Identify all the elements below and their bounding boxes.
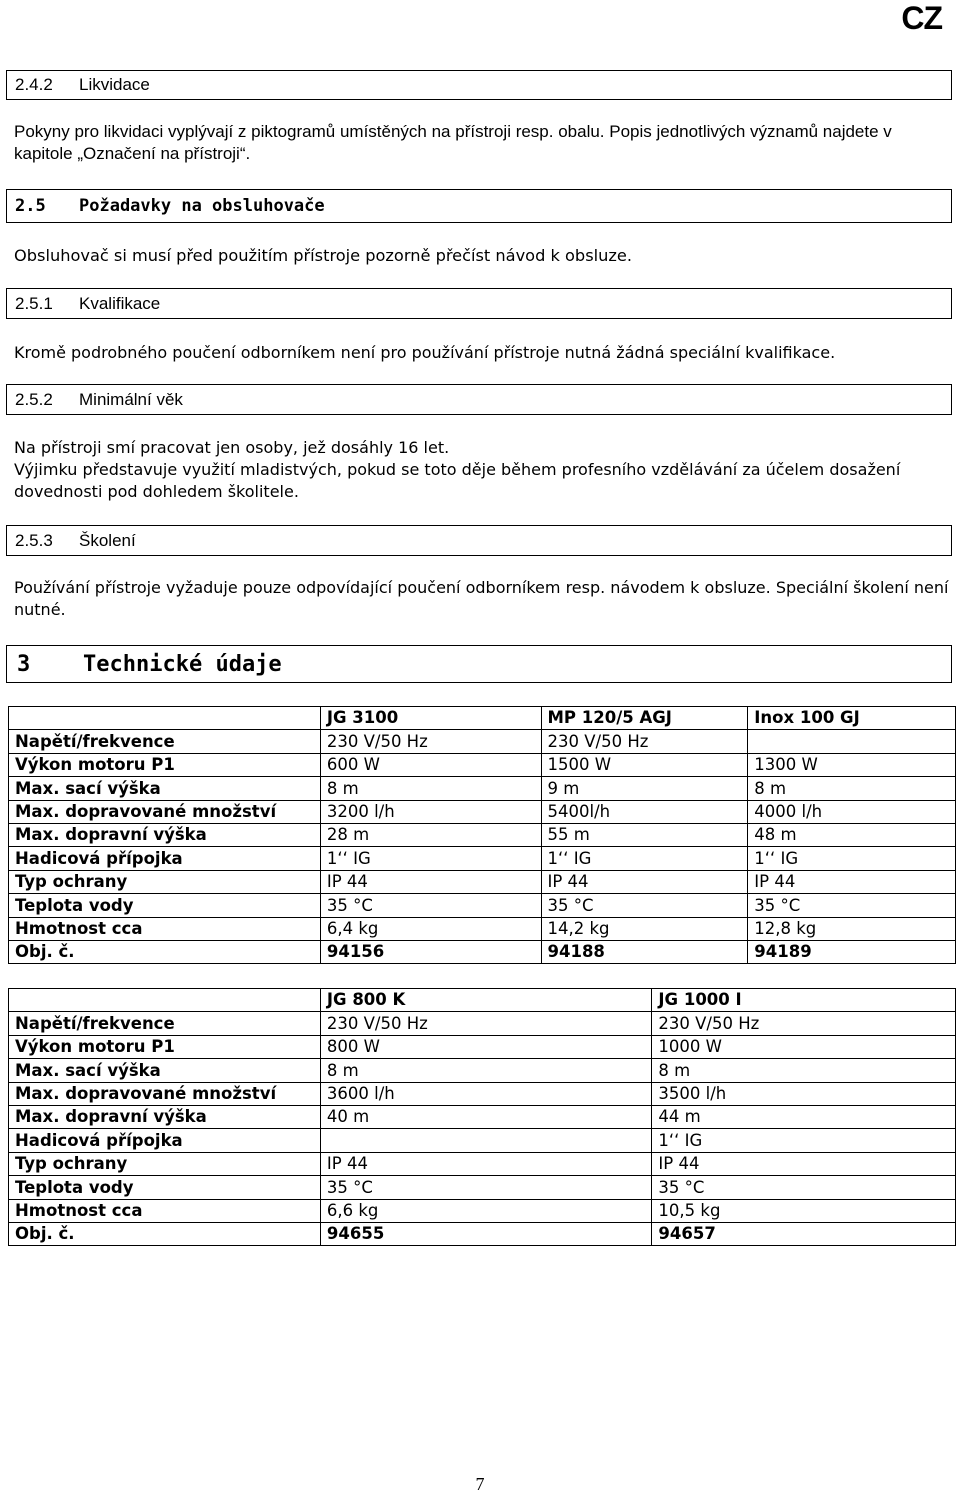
section-heading-2-5-3 <box>6 525 952 556</box>
row-label: Napětí/frekvence <box>9 1012 321 1035</box>
table-cell: 1‘‘ IG <box>541 847 748 870</box>
table-row <box>9 1059 956 1082</box>
row-label: Teplota vody <box>9 1176 321 1199</box>
table-cell <box>320 1129 652 1152</box>
table-cell: 1300 W <box>748 753 956 776</box>
table-cell: IP 44 <box>320 1152 652 1175</box>
spec-table-1 <box>8 706 956 964</box>
qualification-paragraph: Kromě podrobného poučení odborníkem není pro používání přístroje nutná žádná speciální kvalifikace. <box>14 343 836 362</box>
table-cell: 94188 <box>541 940 748 963</box>
section-title: Požadavky na obsluhovače <box>79 196 325 216</box>
header-cell: JG 1000 I <box>652 989 956 1012</box>
table-cell: 600 W <box>320 753 541 776</box>
row-label: Max. dopravované množství <box>9 1082 321 1105</box>
section-title: Školení <box>79 530 136 550</box>
table-cell: 28 m <box>320 823 541 846</box>
table-header-row <box>9 707 956 730</box>
table-cell: 1‘‘ IG <box>748 847 956 870</box>
table-cell: 8 m <box>320 1059 652 1082</box>
table-cell: 6,6 kg <box>320 1199 652 1222</box>
table-cell: 94655 <box>320 1222 652 1245</box>
table-cell: 3600 l/h <box>320 1082 652 1105</box>
row-label: Výkon motoru P1 <box>9 1035 321 1058</box>
row-label: Hmotnost cca <box>9 917 321 940</box>
table-cell: 800 W <box>320 1035 652 1058</box>
min-age-exception-paragraph: Výjimku představuje využití mladistvých, pokud se toto děje během profesního vzdělávání za účelem dosažení dovednosti pod dohledem školitele. <box>14 460 901 501</box>
table-row <box>9 1176 956 1199</box>
table-cell: IP 44 <box>748 870 956 893</box>
row-label: Typ ochrany <box>9 870 321 893</box>
header-cell <box>9 989 321 1012</box>
section-title: Kvalifikace <box>79 293 161 313</box>
section-heading-2-4-2 <box>6 70 952 100</box>
table-cell: 8 m <box>320 777 541 800</box>
language-code: CZ <box>901 0 942 36</box>
header-cell: Inox 100 GJ <box>748 707 956 730</box>
section-number: 3 <box>17 651 31 677</box>
table-cell: IP 44 <box>320 870 541 893</box>
table-cell: IP 44 <box>652 1152 956 1175</box>
table-row <box>9 940 956 963</box>
section-heading-2-5-2 <box>6 384 952 415</box>
table-cell: 1‘‘ IG <box>320 847 541 870</box>
table-cell: 94156 <box>320 940 541 963</box>
table-row <box>9 1222 956 1245</box>
table-row <box>9 777 956 800</box>
table-cell: 230 V/50 Hz <box>320 730 541 753</box>
table-cell: 1500 W <box>541 753 748 776</box>
row-label: Výkon motoru P1 <box>9 753 321 776</box>
table-cell: 14,2 kg <box>541 917 748 940</box>
row-label: Hadicová přípojka <box>9 847 321 870</box>
disposal-paragraph: Pokyny pro likvidaci vyplývají z piktogramů umístěných na přístroji resp. obalu. Popis jednotlivých významů najdete v kapitole „Označení na přístroji“. <box>14 122 892 163</box>
table-cell: 55 m <box>541 823 748 846</box>
row-label: Max. dopravované množství <box>9 800 321 823</box>
section-title: Likvidace <box>79 75 150 94</box>
page-number: 7 <box>475 1474 485 1494</box>
row-label: Napětí/frekvence <box>9 730 321 753</box>
table-cell: 1000 W <box>652 1035 956 1058</box>
row-label: Max. dopravní výška <box>9 823 321 846</box>
table-header-row <box>9 989 956 1012</box>
table-cell: 10,5 kg <box>652 1199 956 1222</box>
table-cell: 4000 l/h <box>748 800 956 823</box>
table-row <box>9 1105 956 1128</box>
table-row <box>9 917 956 940</box>
table-row <box>9 1129 956 1152</box>
table-row <box>9 1035 956 1058</box>
row-label: Hmotnost cca <box>9 1199 321 1222</box>
table-row <box>9 894 956 917</box>
table-row <box>9 870 956 893</box>
table-row <box>9 800 956 823</box>
section-number: 2.5 <box>15 196 46 216</box>
table-cell: IP 44 <box>541 870 748 893</box>
table-row <box>9 1012 956 1035</box>
table-row <box>9 753 956 776</box>
min-age-paragraph: Na přístroji smí pracovat jen osoby, jež dosáhly 16 let. <box>14 438 450 457</box>
table-cell: 40 m <box>320 1105 652 1128</box>
row-label: Obj. č. <box>9 1222 321 1245</box>
table-cell: 6,4 kg <box>320 917 541 940</box>
table-cell: 9 m <box>541 777 748 800</box>
training-paragraph: Používání přístroje vyžaduje pouze odpovídající poučení odborníkem resp. návodem k obsluze. Speciální školení není nutné. <box>14 578 949 619</box>
table-row <box>9 1082 956 1105</box>
operator-paragraph: Obsluhovač si musí před použitím přístroje pozorně přečíst návod k obsluze. <box>14 246 633 265</box>
table-cell: 12,8 kg <box>748 917 956 940</box>
header-cell: JG 800 K <box>320 989 652 1012</box>
table-cell: 94657 <box>652 1222 956 1245</box>
row-label: Max. sací výška <box>9 1059 321 1082</box>
table-cell: 5400l/h <box>541 800 748 823</box>
table-cell: 8 m <box>652 1059 956 1082</box>
row-label: Teplota vody <box>9 894 321 917</box>
table-cell: 35 °C <box>541 894 748 917</box>
header-cell <box>9 707 321 730</box>
table-row <box>9 730 956 753</box>
table-cell: 35 °C <box>652 1176 956 1199</box>
table-cell: 230 V/50 Hz <box>652 1012 956 1035</box>
table-cell <box>748 730 956 753</box>
spec-table-2 <box>8 988 956 1246</box>
section-number: 2.5.1 <box>15 293 53 313</box>
section-number: 2.5.2 <box>15 389 53 409</box>
section-title: Minimální věk <box>79 389 183 409</box>
table-cell: 48 m <box>748 823 956 846</box>
table-cell: 230 V/50 Hz <box>320 1012 652 1035</box>
section-number: 2.4.2 <box>15 75 53 94</box>
row-label: Obj. č. <box>9 940 321 963</box>
table-cell: 44 m <box>652 1105 956 1128</box>
row-label: Max. sací výška <box>9 777 321 800</box>
table-row <box>9 847 956 870</box>
table-row <box>9 823 956 846</box>
header-cell: JG 3100 <box>320 707 541 730</box>
row-label: Max. dopravní výška <box>9 1105 321 1128</box>
table-row <box>9 1199 956 1222</box>
row-label: Hadicová přípojka <box>9 1129 321 1152</box>
table-cell: 35 °C <box>320 894 541 917</box>
table-cell: 1‘‘ IG <box>652 1129 956 1152</box>
section-heading-2-5-1 <box>6 288 952 319</box>
table-row <box>9 1152 956 1175</box>
table-cell: 8 m <box>748 777 956 800</box>
row-label: Typ ochrany <box>9 1152 321 1175</box>
table-cell: 35 °C <box>320 1176 652 1199</box>
table-cell: 230 V/50 Hz <box>541 730 748 753</box>
table-cell: 94189 <box>748 940 956 963</box>
header-cell: MP 120/5 AGJ <box>541 707 748 730</box>
table-cell: 3200 l/h <box>320 800 541 823</box>
section-heading-2-5 <box>6 189 952 223</box>
section-heading-3 <box>6 645 952 683</box>
section-number: 2.5.3 <box>15 530 53 550</box>
section-title: Technické údaje <box>83 651 282 677</box>
table-cell: 35 °C <box>748 894 956 917</box>
table-cell: 3500 l/h <box>652 1082 956 1105</box>
